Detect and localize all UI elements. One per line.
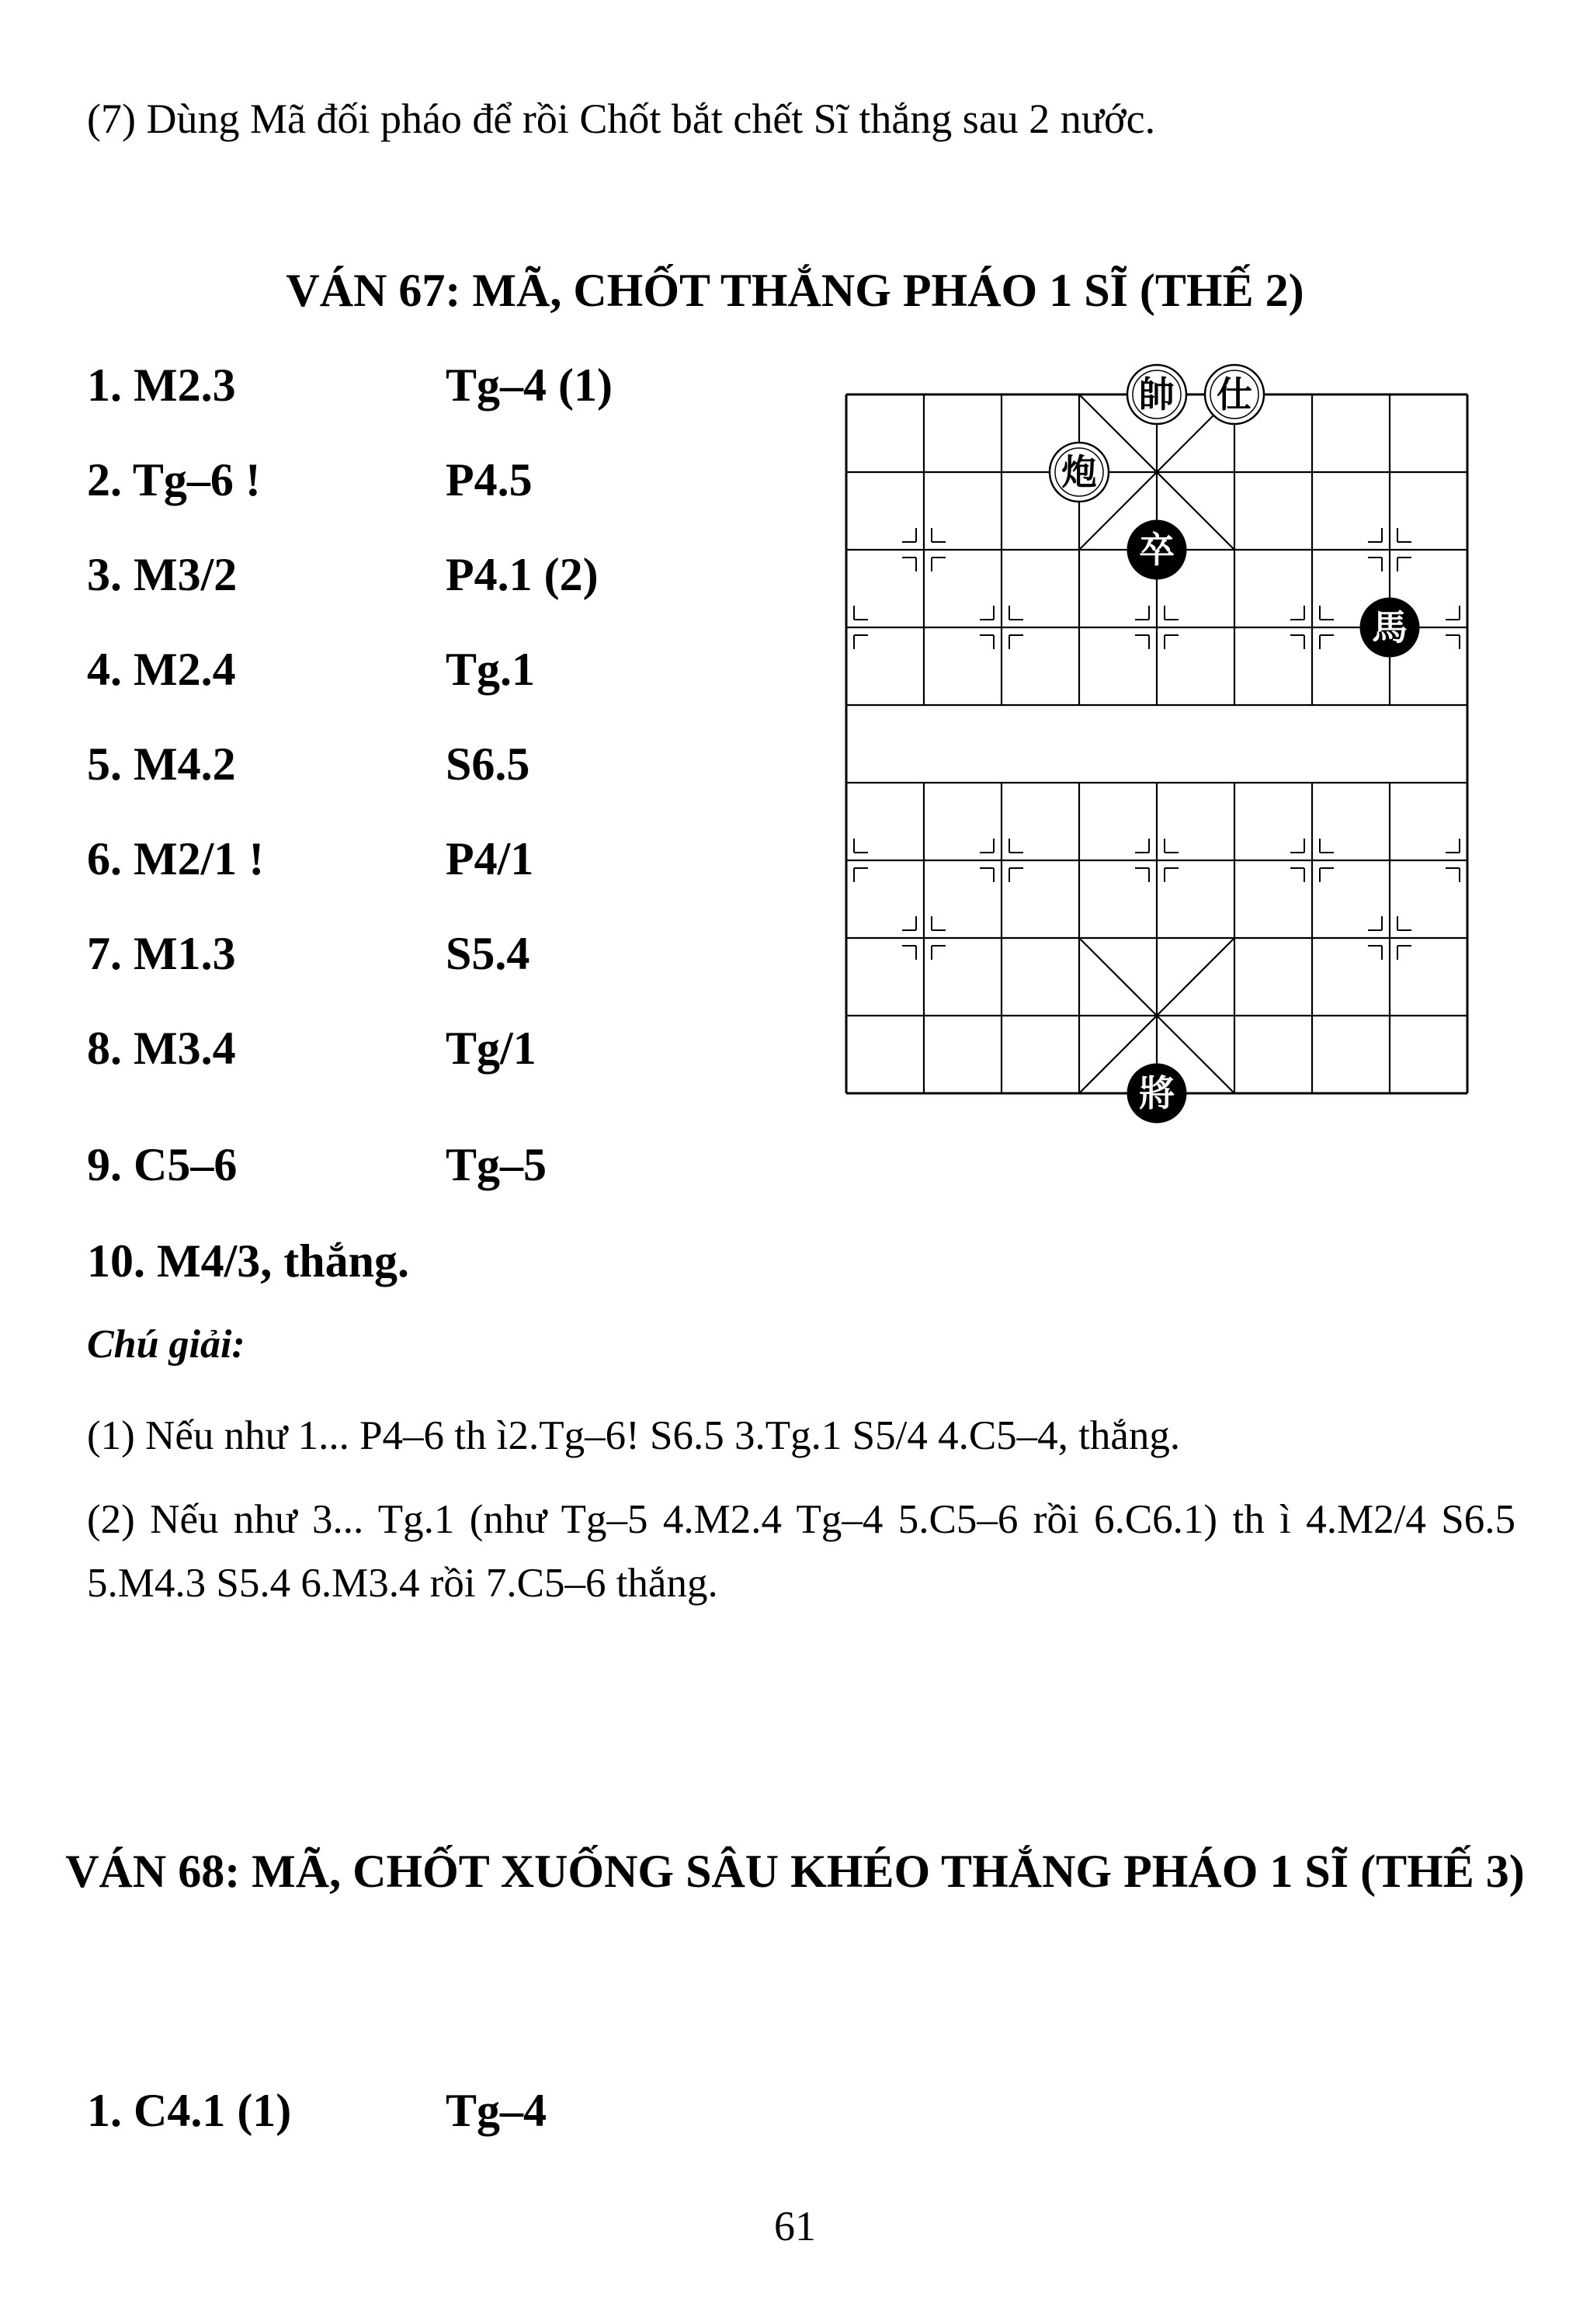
move-black: Tg–5 [446, 1139, 547, 1190]
move-white: 5. M4.2 [87, 738, 236, 790]
page-number: 61 [774, 2203, 816, 2249]
intro-note: (7) Dùng Mã đối pháo để rồi Chốt bắt chết Sĩ thắng sau 2 nước. [87, 96, 1156, 142]
note-2: (2) Nếu như 3... Tg.1 (như Tg–5 4.M2.4 Tg–4 5.C5–6 rồi 6.C6.1) th ì 4.M2/4 S6.5 5.M4.3 S5.4 6.M3.4 rồi 7.C5–6 thắng. [87, 1497, 1515, 1606]
move-black: Tg–4 [446, 2085, 547, 2136]
move-white: 1. C4.1 (1) [87, 2085, 292, 2136]
move-black: Tg–4 (1) [446, 360, 613, 411]
move-black: S5.4 [446, 928, 530, 979]
move-white: 9. C5–6 [87, 1139, 238, 1190]
note-1: (1) Nếu như 1... P4–6 th ì2.Tg–6! S6.5 3.Tg.1 S5/4 4.C5–4, thắng. [87, 1413, 1181, 1458]
move-white: 6. M2/1 ! [87, 833, 265, 884]
move-white: 4. M2.4 [87, 644, 236, 695]
move-white: 2. Tg–6 ! [87, 454, 261, 505]
move-black: P4.5 [446, 454, 533, 505]
game67-title: VÁN 67: MÃ, CHỐT THẮNG PHÁO 1 SĨ (THẾ 2) [286, 265, 1304, 316]
move-black: P4/1 [446, 833, 534, 884]
move-black: Tg.1 [446, 644, 536, 695]
move-white: 10. M4/3, thắng. [87, 1235, 410, 1287]
move-white: 8. M3.4 [87, 1023, 236, 1074]
move-black: Tg/1 [446, 1023, 536, 1074]
xiangqi-board [823, 357, 1491, 1165]
move-white: 7. M1.3 [87, 928, 236, 979]
game68-move-row [87, 2084, 547, 2138]
notes-title: Chú giải: [87, 1322, 245, 1367]
move-black: P4.1 (2) [446, 549, 599, 600]
move-white: 1. M2.3 [87, 360, 236, 411]
piece-label: 將 [1139, 1072, 1175, 1114]
board-grid [846, 394, 1467, 1093]
move-white: 3. M3/2 [87, 549, 238, 600]
piece-label: 帥 [1139, 373, 1175, 415]
piece-label: 馬 [1372, 606, 1408, 648]
piece-label: 炮 [1061, 451, 1097, 493]
move-black: S6.5 [446, 738, 530, 790]
piece-label: 卒 [1139, 529, 1175, 571]
game68-title: VÁN 68: MÃ, CHỐT XUỐNG SÂU KHÉO THẮNG PHÁO 1 SĨ (THẾ 3) [65, 1846, 1525, 1897]
piece-label: 仕 [1217, 373, 1252, 415]
